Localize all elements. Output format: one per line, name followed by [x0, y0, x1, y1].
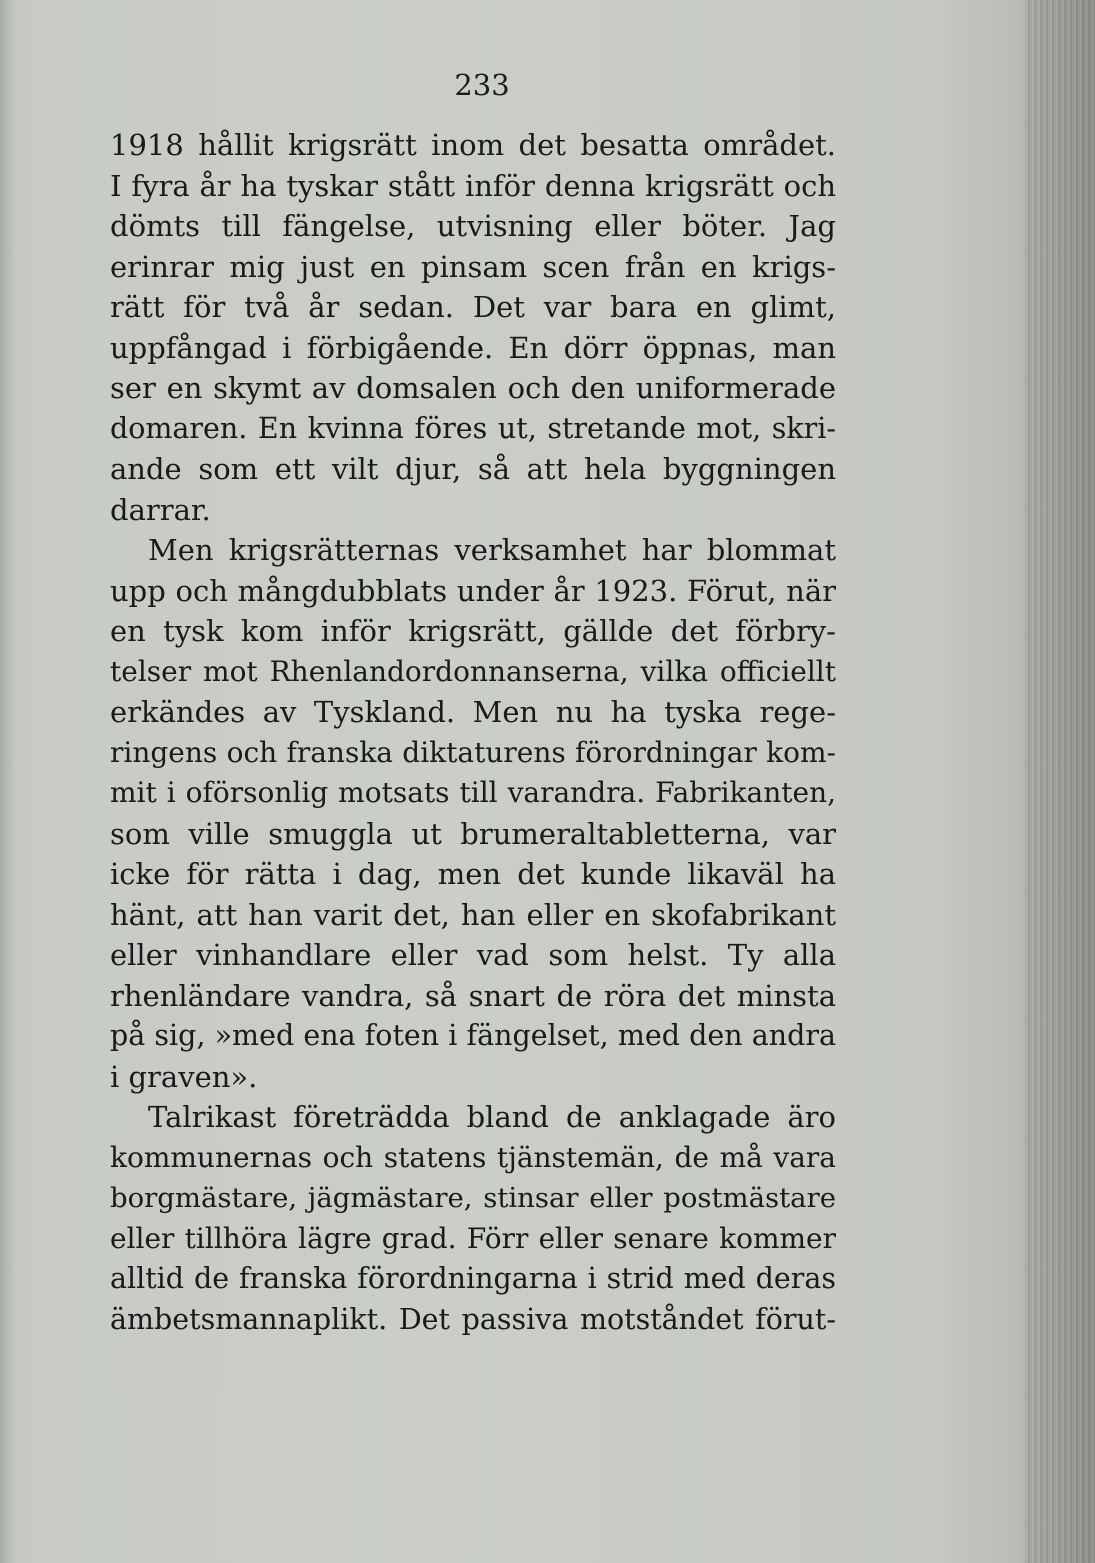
text-line: som ville smuggla ut brumeraltabletterna, var: [110, 816, 836, 851]
text-line: ande som ett vilt djur, så att hela byggningen: [110, 452, 836, 486]
text-line: 1918 hållit krigsrätt inom det besatta området.: [110, 128, 836, 162]
text-line: uppfångad i förbigående. En dörr öppnas, man: [110, 330, 836, 365]
page-edge-left: [0, 0, 14, 1563]
text-line: erinrar mig just en pinsam scen från en krigs-: [110, 249, 836, 284]
text-line: darrar.: [110, 492, 211, 527]
text-line: telser mot Rhenlandordonnanserna, vilka officiellt: [110, 654, 836, 688]
text-line: ringens och franska diktaturens förordningar kom-: [110, 735, 836, 769]
text-line: hänt, att han varit det, han eller en skofabrikant: [110, 897, 836, 932]
text-line: eller vinhandlare eller vad som helst. Ty alla: [110, 938, 836, 972]
text-line: domaren. En kvinna föres ut, stretande mot, skri-: [110, 411, 836, 445]
text-line: I fyra år ha tyskar stått inför denna krigsrätt och: [110, 168, 836, 203]
text-line: Men krigsrätternas verksamhet har blommat: [148, 533, 836, 567]
text-line: Talrikast företrädda bland de anklagade äro: [148, 1100, 836, 1134]
text-line: upp och mångdubblats under år 1923. Förut, när: [110, 573, 836, 608]
body-text: [110, 125, 836, 1340]
text-line: en tysk kom inför krigsrätt, gällde det förbry-: [110, 614, 836, 648]
text-line: mit i oförsonlig motsats till varandra. Fabrikanten,: [110, 776, 836, 809]
text-line: icke för rätta i dag, men det kunde likaväl ha: [110, 857, 836, 891]
text-line: på sig, »med ena foten i fängelset, med den andra: [110, 1019, 836, 1052]
text-line: ser en skymt av domsalen och den uniformerade: [110, 371, 836, 405]
text-line: erkändes av Tyskland. Men nu ha tyska rege-: [110, 695, 836, 729]
text-line: i graven».: [110, 1059, 258, 1094]
text-line: rätt för två år sedan. Det var bara en glimt,: [110, 290, 836, 324]
text-line: eller tillhöra lägre grad. Förr eller senare kommer: [110, 1221, 836, 1255]
text-line: alltid de franska förordningarna i strid med deras: [110, 1262, 836, 1295]
text-line: borgmästare, jägmästare, stinsar eller postmästare: [110, 1182, 836, 1214]
page-edge-right: [1025, 0, 1095, 1563]
text-line: rhenländare vandra, så snart de röra det minsta: [110, 978, 836, 1013]
text-line: ämbetsmannaplikt. Det passiva motståndet förut-: [110, 1302, 836, 1336]
page-number: 233: [454, 68, 510, 102]
text-line: kommunernas och statens tjänstemän, de må vara: [110, 1140, 836, 1174]
text-line: dömts till fängelse, utvisning eller böter. Jag: [110, 209, 836, 243]
